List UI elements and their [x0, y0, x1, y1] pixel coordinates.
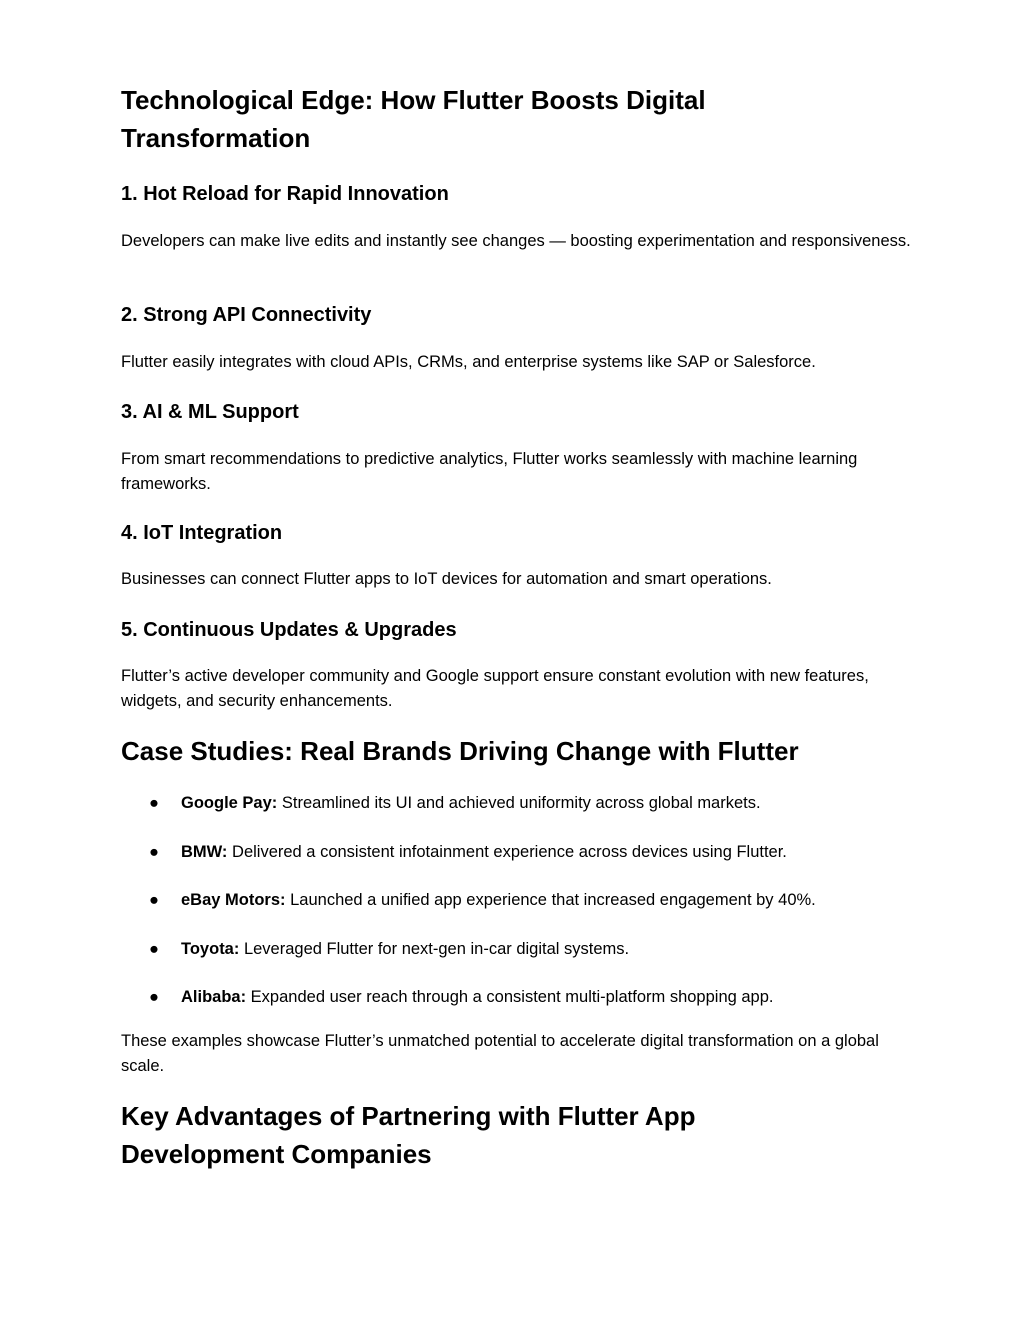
- case-item: [149, 888, 816, 912]
- heading-key-advantages: Key Advantages of Partnering with Flutter App Development Companies: [121, 1101, 696, 1169]
- section-body: Developers can make live edits and instantly see changes — boosting experimentation and responsiveness.: [121, 232, 911, 250]
- heading-case-studies: Case Studies: Real Brands Driving Change with Flutter: [121, 736, 799, 766]
- section-heading: 4. IoT Integration: [121, 522, 283, 544]
- section-heading: 1. Hot Reload for Rapid Innovation: [121, 183, 449, 205]
- section-body: Flutter’s active developer community and Google support ensure constant evolution with new features, widgets, and security enhancements.: [121, 667, 869, 710]
- section-body: Businesses can connect Flutter apps to IoT devices for automation and smart operations.: [121, 570, 772, 588]
- case-text: Streamlined its UI and achieved uniformity across global markets.: [277, 794, 761, 812]
- case-item: [149, 937, 630, 961]
- section-heading: 5. Continuous Updates & Upgrades: [121, 619, 457, 641]
- heading-technological-edge: Technological Edge: How Flutter Boosts Digital Transformation: [121, 85, 706, 153]
- case-item: [149, 840, 787, 864]
- case-brand: Google Pay:: [181, 794, 278, 812]
- section-heading: 3. AI & ML Support: [121, 401, 299, 423]
- case-brand: Toyota:: [181, 940, 240, 958]
- bullet-icon: ●: [149, 794, 159, 812]
- section-body: Flutter easily integrates with cloud APIs, CRMs, and enterprise systems like SAP or Salesforce.: [121, 353, 816, 371]
- case-brand: BMW:: [181, 843, 228, 861]
- bullet-icon: ●: [149, 891, 159, 909]
- bullet-icon: ●: [149, 843, 159, 861]
- case-text: Leveraged Flutter for next-gen in-car digital systems.: [239, 940, 630, 958]
- case-item: [149, 985, 774, 1009]
- bullet-icon: ●: [149, 940, 159, 958]
- case-brand: eBay Motors:: [181, 891, 286, 909]
- section-heading: 2. Strong API Connectivity: [121, 304, 372, 326]
- case-summary: These examples showcase Flutter’s unmatched potential to accelerate digital transformation on a global scale.: [121, 1032, 879, 1075]
- case-brand: Alibaba:: [181, 988, 247, 1006]
- case-text: Delivered a consistent infotainment experience across devices using Flutter.: [227, 843, 787, 861]
- case-text: Launched a unified app experience that increased engagement by 40%.: [285, 891, 816, 909]
- case-item: [149, 791, 761, 815]
- bullet-icon: ●: [149, 988, 159, 1006]
- case-text: Expanded user reach through a consistent multi-platform shopping app.: [246, 988, 774, 1006]
- section-body: From smart recommendations to predictive analytics, Flutter works seamlessly with machine learning frameworks.: [121, 450, 858, 493]
